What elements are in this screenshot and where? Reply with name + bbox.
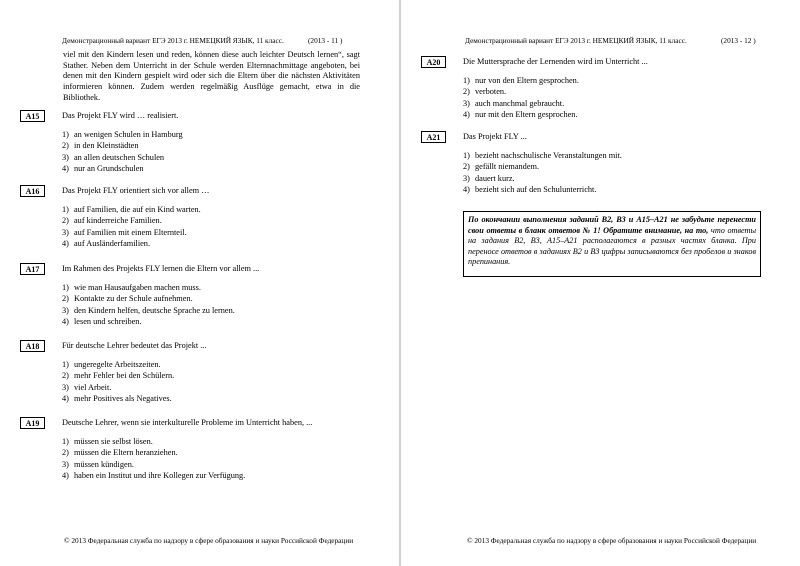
page-footer: © 2013 Федеральная служба по надзору в сфере образования и науки Российской Федерации (64, 536, 354, 545)
notice-text: что ответы на задания В2, В3, А15–А21 располагаются в разных частях бланка. При переносе ответов в заданиях В2 и В3 цифры записываются без пробелов и знаков препинания. (468, 225, 756, 267)
option-list (62, 129, 183, 175)
question-text: Für deutsche Lehrer bedeutet das Projekt ... (62, 341, 207, 350)
option-item: 4) nur mit den Eltern gesprochen. (463, 110, 578, 120)
question-text: Im Rahmen des Projekts FLY lernen die Eltern vor allem ... (62, 264, 260, 273)
question-text: Das Projekt FLY ... (463, 132, 527, 141)
option-item: 3) müssen kündigen. (62, 459, 134, 469)
option-item: 1) wie man Hausaufgaben machen muss. (62, 283, 201, 292)
option-list (62, 204, 201, 250)
option-item: 2) Kontakte zu der Schule aufnehmen. (62, 294, 193, 304)
question-label: A20 (421, 56, 446, 68)
header-title: Демонстрационный вариант ЕГЭ 2013 г. НЕМЕЦКИЙ ЯЗЫК, 11 класс. (465, 36, 687, 45)
notice-bold-text: По окончании выполнения заданий В2, В3 и А15–А21 не забудьте перенести свои ответы в бланк ответов № 1! Обратите внимание, на то, (468, 215, 756, 235)
option-item: 3) auch manchmal gebraucht. (463, 98, 565, 108)
option-list (62, 436, 245, 482)
question-label: A18 (20, 340, 45, 352)
option-item: 4) haben ein Institut und ihre Kollegen zur Verfügung. (62, 471, 246, 481)
option-list (463, 75, 579, 121)
question-text: Das Projekt FLY orientiert sich vor allem … (62, 186, 210, 195)
question-label: A16 (20, 185, 45, 197)
question-label: A21 (421, 131, 446, 143)
question-text: Das Projekt FLY wird … realisiert. (62, 111, 179, 120)
option-item: 1) an wenigen Schulen in Hamburg (62, 130, 183, 139)
page-header (62, 36, 284, 45)
page-footer: © 2013 Федеральная служба по надзору в сфере образования и науки Российской Федерации (467, 536, 757, 545)
option-item: 1) müssen sie selbst lösen. (62, 437, 153, 446)
option-item: 3) an allen deutschen Schulen (62, 152, 165, 162)
option-item: 2) mehr Fehler bei den Schülern. (62, 371, 175, 381)
option-item: 2) verboten. (463, 87, 507, 97)
left-page (0, 0, 399, 566)
question-text: Die Muttersprache der Lernenden wird im Unterricht ... (463, 57, 648, 66)
option-item: 3) auf Familien mit einem Elternteil. (62, 227, 187, 237)
option-item: 2) in den Kleinstädten (62, 141, 139, 151)
right-page (401, 0, 800, 566)
option-item: 4) mehr Positives als Negatives. (62, 394, 172, 404)
page-number: (2013 - 12 ) (721, 36, 756, 45)
option-item: 4) nur an Grundschulen (62, 164, 144, 174)
option-list (62, 282, 235, 328)
option-list (62, 359, 174, 405)
option-item: 3) den Kindern helfen, deutsche Sprache zu lernen. (62, 305, 235, 315)
question-text: Deutsche Lehrer, wenn sie interkulturelle Probleme im Unterricht haben, ... (62, 418, 313, 427)
option-list (463, 150, 622, 196)
question-label: A19 (20, 417, 45, 429)
answer-transfer-notice (463, 211, 761, 277)
option-item: 4) lesen und schreiben. (62, 317, 142, 327)
page-number: (2013 - 11 ) (308, 36, 343, 45)
header-title: Демонстрационный вариант ЕГЭ 2013 г. НЕМЕЦКИЙ ЯЗЫК, 11 класс. (62, 36, 284, 45)
option-item: 1) nur von den Eltern gesprochen. (463, 76, 579, 85)
option-item: 2) gefällt niemandem. (463, 162, 540, 172)
option-item: 2) müssen die Eltern heranziehen. (62, 448, 178, 458)
question-label: A15 (20, 110, 45, 122)
option-item: 1) ungeregelte Arbeitszeiten. (62, 360, 161, 369)
option-item: 1) auf Familien, die auf ein Kind warten. (62, 205, 201, 214)
option-item: 3) viel Arbeit. (62, 382, 112, 392)
option-item: 1) bezieht nachschulische Veranstaltungen mit. (463, 151, 622, 160)
page-header (465, 36, 687, 45)
option-item: 2) auf kinderreiche Familien. (62, 216, 162, 226)
question-label: A17 (20, 263, 45, 275)
continued-text: viel mit den Kindern lesen und reden, können diese auch leichter Deutsch lernen“, sagt Stather. Neben dem Unterricht in der Schule werden Elternnachmittage angeboten, bei denen mit den Kindern gespielt wird oder sich die Eltern über die nächsten Aktivitäten informieren können. Zudem werden regelmäßig Ausflüge gemacht, etwa in die Bibliothek. (63, 50, 360, 102)
option-item: 4) auf Ausländerfamilien. (62, 239, 151, 249)
option-item: 4) bezieht sich auf den Schulunterricht. (463, 185, 597, 195)
option-item: 3) dauert kurz. (463, 173, 515, 183)
